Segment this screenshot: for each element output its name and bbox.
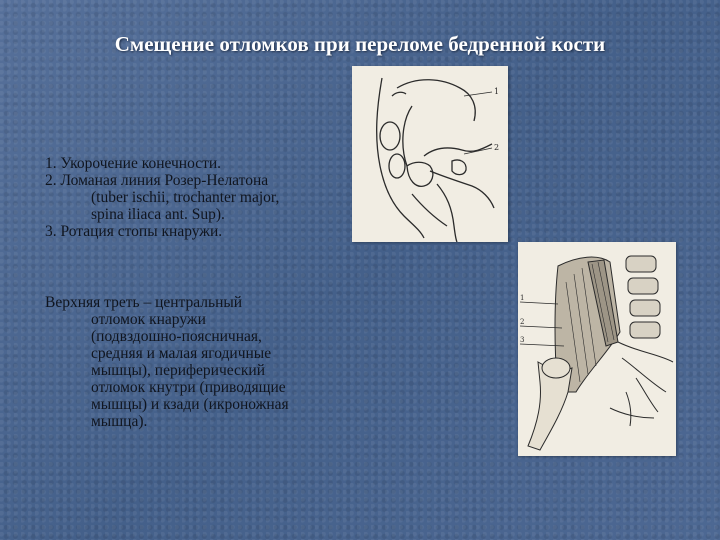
fig2-label-2: 2	[520, 318, 525, 326]
hip-joint-illustration	[352, 66, 508, 242]
paragraph-line-4: средняя и малая ягодичные	[91, 345, 272, 362]
displacement-paragraph	[45, 294, 365, 430]
list-item-2-line2: (tuber ischii, trochanter major,	[91, 189, 280, 206]
paragraph-line-5: мышцы), периферический	[91, 362, 266, 379]
slide-title: Смещение отломков при переломе бедренной кости	[114, 32, 606, 56]
signs-list	[45, 155, 375, 240]
paragraph-line-7: мышцы) и кзади (икроножная	[91, 396, 289, 413]
fig1-label-1: 1	[494, 87, 500, 96]
paragraph-line-2: отломок кнаружи	[91, 311, 206, 328]
paragraph-line-1: Верхняя треть – центральный	[45, 294, 243, 311]
list-item-3: 3. Ротация стопы кнаружи.	[45, 223, 223, 240]
paragraph-line-8: мышца).	[91, 413, 148, 430]
fig2-label-1: 1	[520, 294, 525, 302]
list-item-2: 2. Ломаная линия Розер-Нелатона	[45, 172, 269, 189]
hip-muscles-illustration	[518, 242, 676, 456]
list-item-1: 1. Укорочение конечности.	[45, 155, 222, 172]
paragraph-line-6: отломок кнутри (приводящие	[91, 379, 286, 396]
paragraph-line-3: (подвздошно-поясничная,	[91, 328, 262, 345]
fig2-label-3: 3	[520, 336, 525, 344]
fig1-label-2: 2	[494, 143, 500, 152]
list-item-2-line3: spina iliaca ant. Sup).	[91, 206, 225, 223]
